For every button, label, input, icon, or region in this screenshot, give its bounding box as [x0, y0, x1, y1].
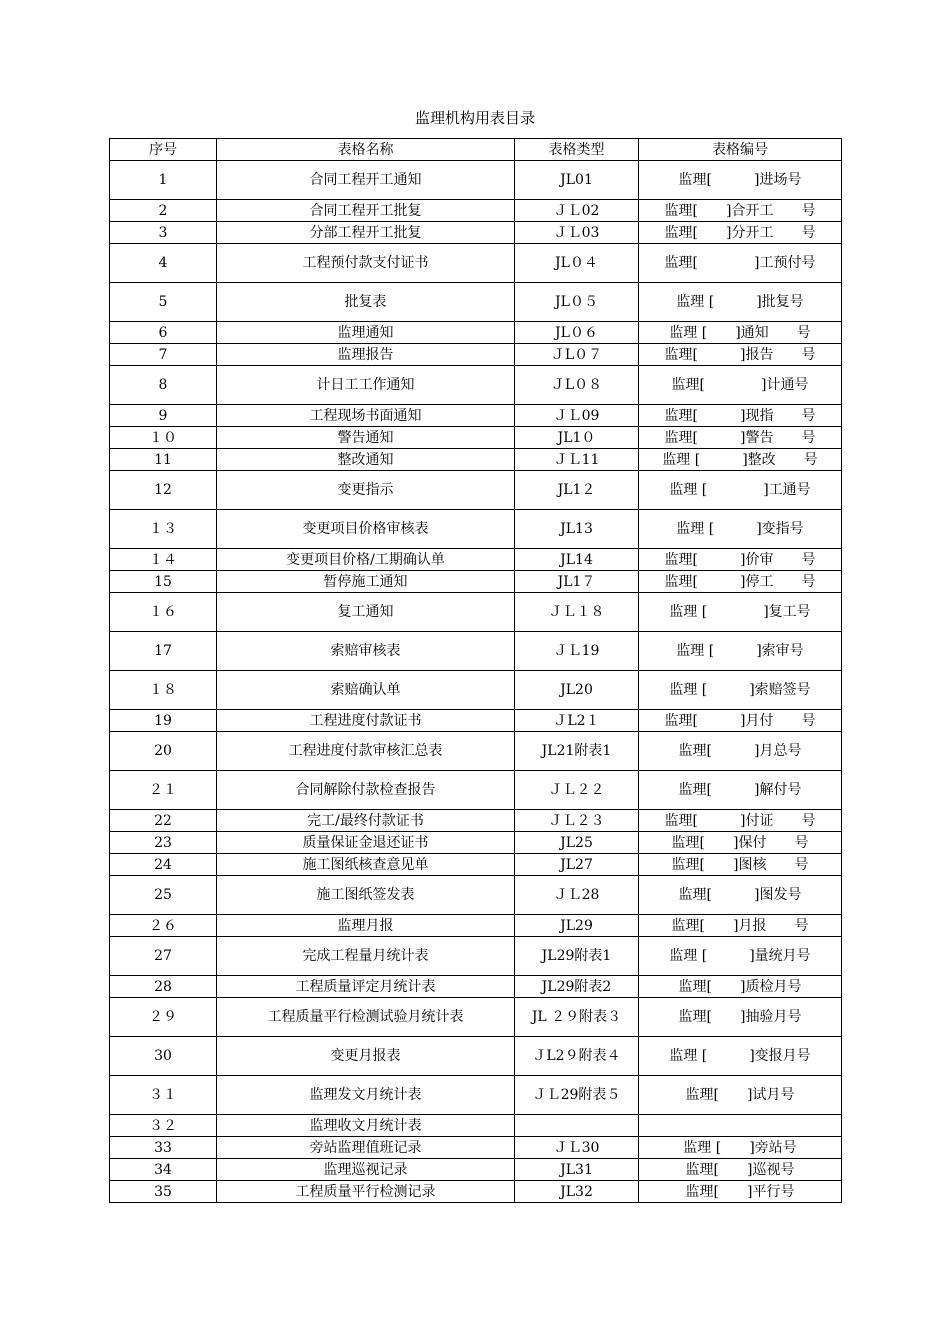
form-name: 完成工程量月统计表	[217, 937, 515, 976]
row-number: 3	[110, 222, 217, 244]
form-code	[639, 1115, 842, 1137]
form-name: 工程预付款支付证书	[217, 244, 515, 283]
row-number: 12	[110, 471, 217, 510]
table-row	[110, 593, 842, 632]
form-name: 复工通知	[217, 593, 515, 632]
row-number: １４	[110, 549, 217, 571]
form-type: JL ２９附表３	[515, 998, 639, 1037]
table-row	[110, 915, 842, 937]
form-name: 合同解除付款检查报告	[217, 771, 515, 810]
table-row	[110, 937, 842, 976]
form-name: 监理报告	[217, 344, 515, 366]
form-code: 监理[ ]进场号	[639, 161, 842, 200]
form-name: 工程进度付款证书	[217, 710, 515, 732]
form-code: 监理[ ]图发号	[639, 876, 842, 915]
form-type: JL1２	[515, 471, 639, 510]
form-type: JL25	[515, 832, 639, 854]
form-name: 合同工程开工通知	[217, 161, 515, 200]
form-type: ＪL０７	[515, 344, 639, 366]
table-body	[110, 161, 842, 1203]
table-row	[110, 1115, 842, 1137]
form-name: 工程现场书面通知	[217, 405, 515, 427]
form-code: 监理 [ ]变指号	[639, 510, 842, 549]
header-no: 序号	[110, 139, 217, 161]
table-row	[110, 449, 842, 471]
form-code: 监理[ ]保付 号	[639, 832, 842, 854]
row-number: ３１	[110, 1076, 217, 1115]
row-number: 27	[110, 937, 217, 976]
row-number: 8	[110, 366, 217, 405]
form-name: 变更项目价格审核表	[217, 510, 515, 549]
form-name: 警告通知	[217, 427, 515, 449]
form-code: 监理[ ]巡视号	[639, 1159, 842, 1181]
table-row	[110, 810, 842, 832]
form-type: ＪＬ１８	[515, 593, 639, 632]
form-type: JL29	[515, 915, 639, 937]
form-code: 监理 [ ]复工号	[639, 593, 842, 632]
table-row	[110, 876, 842, 915]
row-number: １３	[110, 510, 217, 549]
form-code: 监理[ ]计通号	[639, 366, 842, 405]
form-name: 变更月报表	[217, 1037, 515, 1076]
row-number: ２１	[110, 771, 217, 810]
form-name: 监理月报	[217, 915, 515, 937]
form-type: JL1０	[515, 427, 639, 449]
table-row	[110, 710, 842, 732]
form-code: 监理[ ]月报 号	[639, 915, 842, 937]
form-type: ＪＬ30	[515, 1137, 639, 1159]
form-type: JL21附表1	[515, 732, 639, 771]
form-code: 监理[ ]现指 号	[639, 405, 842, 427]
table-row	[110, 998, 842, 1037]
table-header-row	[110, 139, 842, 161]
table-row	[110, 366, 842, 405]
form-code: 监理[ ]工预付号	[639, 244, 842, 283]
form-type: ＪＬ29附表５	[515, 1076, 639, 1115]
form-name: 监理巡视记录	[217, 1159, 515, 1181]
form-type: JL29附表2	[515, 976, 639, 998]
header-type: 表格类型	[515, 139, 639, 161]
row-number: 11	[110, 449, 217, 471]
form-name: 分部工程开工批复	[217, 222, 515, 244]
form-name: 批复表	[217, 283, 515, 322]
form-type: JL14	[515, 549, 639, 571]
row-number: 7	[110, 344, 217, 366]
row-number: 34	[110, 1159, 217, 1181]
form-type: ＪＬ２２	[515, 771, 639, 810]
form-name: 旁站监理值班记录	[217, 1137, 515, 1159]
table-row	[110, 1137, 842, 1159]
form-code: 监理[ ]分开工 号	[639, 222, 842, 244]
form-name: 监理收文月统计表	[217, 1115, 515, 1137]
header-name: 表格名称	[217, 139, 515, 161]
table-row	[110, 427, 842, 449]
table-row	[110, 976, 842, 998]
form-type: JL29附表1	[515, 937, 639, 976]
table-row	[110, 283, 842, 322]
form-type: JL０５	[515, 283, 639, 322]
row-number: 17	[110, 632, 217, 671]
form-code: 监理[ ]付证 号	[639, 810, 842, 832]
form-code: 监理[ ]价审 号	[639, 549, 842, 571]
page-title: 监理机构用表目录	[414, 109, 535, 127]
form-code: 监理[ ]月付 号	[639, 710, 842, 732]
table-row	[110, 771, 842, 810]
form-name: 完工/最终付款证书	[217, 810, 515, 832]
form-type	[515, 1115, 639, 1137]
table-row	[110, 344, 842, 366]
form-code: 监理 [ ]量统月号	[639, 937, 842, 976]
form-type: JL01	[515, 161, 639, 200]
row-number: １８	[110, 671, 217, 710]
form-type: ＪL０８	[515, 366, 639, 405]
form-name: 工程质量平行检测试验月统计表	[217, 998, 515, 1037]
table-row	[110, 244, 842, 283]
row-number: 28	[110, 976, 217, 998]
row-number: 2	[110, 200, 217, 222]
form-code: 监理[ ]解付号	[639, 771, 842, 810]
form-type: JL０４	[515, 244, 639, 283]
row-number: 24	[110, 854, 217, 876]
row-number: 1	[110, 161, 217, 200]
row-number: 35	[110, 1181, 217, 1203]
form-code: 监理[ ]报告 号	[639, 344, 842, 366]
row-number: 23	[110, 832, 217, 854]
table-row	[110, 632, 842, 671]
table-row	[110, 405, 842, 427]
table-row	[110, 571, 842, 593]
form-name: 索赔审核表	[217, 632, 515, 671]
form-name: 暂停施工通知	[217, 571, 515, 593]
form-type: ＪL2９附表４	[515, 1037, 639, 1076]
form-code: 监理[ ]警告 号	[639, 427, 842, 449]
form-index-table	[109, 138, 842, 1203]
form-name: 合同工程开工批复	[217, 200, 515, 222]
row-number: 15	[110, 571, 217, 593]
form-name: 索赔确认单	[217, 671, 515, 710]
table-row	[110, 510, 842, 549]
form-code: 监理[ ]月总号	[639, 732, 842, 771]
form-code: 监理[ ]图核 号	[639, 854, 842, 876]
form-type: JL32	[515, 1181, 639, 1203]
form-name: 施工图纸签发表	[217, 876, 515, 915]
table-row	[110, 832, 842, 854]
form-name: 质量保证金退还证书	[217, 832, 515, 854]
form-code: 监理 [ ]通知 号	[639, 322, 842, 344]
row-number: 22	[110, 810, 217, 832]
form-type: JL31	[515, 1159, 639, 1181]
row-number: 19	[110, 710, 217, 732]
form-type: ＪＬ19	[515, 632, 639, 671]
form-code: 监理 [ ]整改 号	[639, 449, 842, 471]
table-row	[110, 1037, 842, 1076]
form-type: JL０６	[515, 322, 639, 344]
form-code: 监理 [ ]旁站号	[639, 1137, 842, 1159]
form-type: ＪＬ11	[515, 449, 639, 471]
form-name: 计日工工作通知	[217, 366, 515, 405]
row-number: 30	[110, 1037, 217, 1076]
form-code: 监理[ ]平行号	[639, 1181, 842, 1203]
row-number: 5	[110, 283, 217, 322]
form-code: 监理[ ]试月号	[639, 1076, 842, 1115]
form-code: 监理 [ ]变报月号	[639, 1037, 842, 1076]
form-type: ＪＬ09	[515, 405, 639, 427]
form-code: 监理 [ ]批复号	[639, 283, 842, 322]
form-code: 监理 [ ]工通号	[639, 471, 842, 510]
table-row	[110, 200, 842, 222]
form-code: 监理[ ]质检月号	[639, 976, 842, 998]
form-code: 监理[ ]合开工 号	[639, 200, 842, 222]
form-type: JL20	[515, 671, 639, 710]
table-row	[110, 1159, 842, 1181]
form-name: 工程质量平行检测记录	[217, 1181, 515, 1203]
row-number: 20	[110, 732, 217, 771]
form-type: ＪＬ02	[515, 200, 639, 222]
form-name: 变更指示	[217, 471, 515, 510]
form-type: JL27	[515, 854, 639, 876]
table-row	[110, 1181, 842, 1203]
row-number: ２９	[110, 998, 217, 1037]
table-row	[110, 732, 842, 771]
row-number: １０	[110, 427, 217, 449]
form-name: 工程进度付款审核汇总表	[217, 732, 515, 771]
row-number: ２６	[110, 915, 217, 937]
row-number: １６	[110, 593, 217, 632]
form-name: 施工图纸核查意见单	[217, 854, 515, 876]
table-row	[110, 854, 842, 876]
form-type: JL13	[515, 510, 639, 549]
table-row	[110, 222, 842, 244]
form-name: 监理通知	[217, 322, 515, 344]
form-name: 整改通知	[217, 449, 515, 471]
form-code: 监理[ ]停工 号	[639, 571, 842, 593]
row-number: 33	[110, 1137, 217, 1159]
row-number: ３２	[110, 1115, 217, 1137]
form-code: 监理 [ ]索审号	[639, 632, 842, 671]
header-code: 表格编号	[639, 139, 842, 161]
row-number: 4	[110, 244, 217, 283]
table-row	[110, 161, 842, 200]
form-type: JL1７	[515, 571, 639, 593]
row-number: 9	[110, 405, 217, 427]
row-number: 6	[110, 322, 217, 344]
form-type: ＪL2１	[515, 710, 639, 732]
form-code: 监理 [ ]索赔签号	[639, 671, 842, 710]
table-row	[110, 549, 842, 571]
table-row	[110, 671, 842, 710]
form-name: 工程质量评定月统计表	[217, 976, 515, 998]
table-row	[110, 322, 842, 344]
form-name: 监理发文月统计表	[217, 1076, 515, 1115]
form-type: ＪＬ２３	[515, 810, 639, 832]
form-code: 监理[ ]抽验月号	[639, 998, 842, 1037]
form-type: ＪＬ03	[515, 222, 639, 244]
table-row	[110, 471, 842, 510]
row-number: 25	[110, 876, 217, 915]
form-name: 变更项目价格/工期确认单	[217, 549, 515, 571]
form-type: ＪＬ28	[515, 876, 639, 915]
table-row	[110, 1076, 842, 1115]
